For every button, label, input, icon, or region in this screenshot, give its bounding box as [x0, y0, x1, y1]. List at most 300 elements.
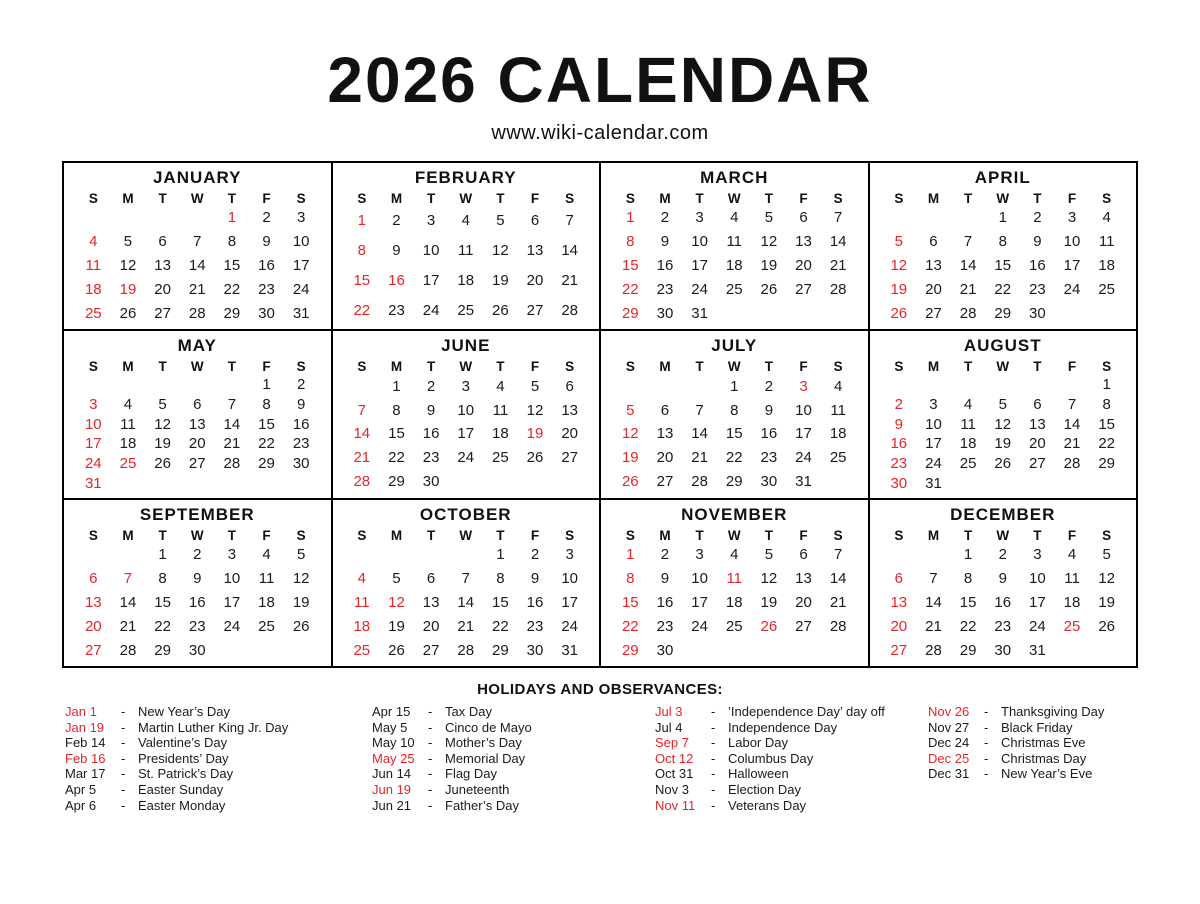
holiday-row	[65, 766, 372, 782]
month-days	[613, 543, 856, 662]
day-cell: 1	[998, 209, 1007, 227]
day-cell: 22	[994, 281, 1012, 298]
day-cell: 12	[526, 401, 544, 419]
week-row	[76, 376, 319, 393]
day-cell: 23	[656, 281, 674, 298]
holiday-row	[65, 798, 372, 814]
holiday-row	[372, 720, 655, 736]
day-cell: 25	[492, 449, 509, 467]
day-cell: 18	[119, 435, 137, 453]
weekday-label: F	[799, 527, 808, 543]
day-cell: 9	[193, 569, 202, 587]
day-cell: 26	[526, 449, 544, 467]
day-cell-empty	[717, 642, 752, 659]
day-cell: 26	[292, 617, 310, 635]
day-cell: 29	[154, 641, 171, 659]
day-cell: 27	[561, 449, 578, 467]
weekday-label: F	[799, 191, 808, 206]
weekday-label: T	[695, 191, 704, 206]
holiday-name: Labor Day	[728, 735, 788, 751]
day-cell-empty	[951, 376, 986, 393]
day-cell: 7	[833, 546, 843, 564]
day-cell: 11	[457, 242, 474, 260]
week-row	[76, 416, 319, 433]
holiday-date: Jun 14	[372, 766, 412, 782]
holiday-dash: -	[121, 766, 126, 782]
day-cell: 21	[959, 281, 977, 298]
day-cell: 11	[726, 569, 743, 587]
day-cell-empty	[284, 475, 319, 492]
weekday-label: T	[496, 359, 505, 375]
weekday-label: M	[927, 359, 940, 375]
day-cell: 24	[795, 449, 812, 467]
month-title: AUGUST	[963, 336, 1042, 356]
day-cell: 17	[457, 425, 475, 443]
holiday-name: Christmas Day	[1001, 750, 1087, 766]
week-row	[613, 594, 856, 611]
holiday-name: Election Day	[728, 781, 801, 797]
day-cell: 26	[1098, 617, 1115, 635]
weekday-label: T	[1033, 359, 1042, 375]
day-cell: 31	[691, 304, 708, 322]
month-days	[76, 206, 319, 325]
day-cell-empty	[613, 378, 648, 395]
weekday-header	[345, 359, 588, 374]
holiday-column	[928, 704, 1104, 813]
weekday-label: W	[727, 527, 741, 543]
day-cell: 13	[154, 257, 171, 275]
holiday-row	[928, 751, 1104, 767]
holiday-dash: -	[121, 797, 126, 813]
weekday-label: S	[296, 191, 306, 206]
day-cell: 13	[795, 569, 812, 587]
day-cell: 8	[357, 242, 366, 260]
holiday-row	[928, 720, 1104, 736]
day-cell: 3	[565, 546, 574, 564]
day-cell: 19	[119, 281, 137, 298]
weekday-label: S	[296, 359, 306, 375]
day-cell: 25	[84, 304, 102, 322]
day-cell-empty	[821, 305, 856, 322]
month-title: APRIL	[974, 168, 1031, 187]
holiday-date: Nov 3	[655, 781, 689, 797]
week-row	[882, 281, 1125, 298]
month-april	[870, 163, 1137, 329]
holiday-dash: -	[121, 781, 126, 797]
day-cell: 21	[1063, 435, 1081, 453]
day-cell-empty	[111, 546, 146, 563]
day-cell: 3	[296, 209, 306, 227]
weekday-label: S	[833, 359, 843, 375]
day-cell: 28	[561, 301, 578, 319]
holiday-row	[928, 766, 1104, 782]
day-cell: 11	[258, 569, 275, 587]
day-cell: 23	[526, 617, 544, 635]
day-cell: 11	[85, 257, 102, 275]
holiday-name: Father’s Day	[445, 797, 519, 813]
day-cell: 15	[223, 257, 241, 275]
weekday-label: T	[426, 359, 436, 375]
day-cell: 31	[1029, 641, 1046, 659]
day-cell-empty	[882, 376, 917, 393]
day-cell: 4	[730, 546, 739, 564]
weekday-label: F	[530, 527, 540, 543]
day-cell: 13	[188, 415, 206, 433]
day-cell: 1	[496, 546, 505, 564]
day-cell: 24	[1029, 617, 1046, 635]
weekday-label: S	[88, 527, 98, 543]
day-cell-empty	[1089, 305, 1124, 322]
day-cell: 12	[119, 257, 137, 275]
weekday-header	[882, 528, 1125, 543]
day-cell: 20	[925, 281, 942, 298]
holidays-heading: HOLIDAYS AND OBSERVANCES:	[477, 681, 723, 698]
weekday-label: M	[659, 359, 671, 375]
day-cell: 6	[89, 569, 98, 587]
day-cell: 11	[354, 593, 370, 611]
week-row	[76, 209, 319, 226]
day-cell: 3	[89, 395, 98, 413]
day-cell: 22	[353, 301, 371, 319]
holiday-date: Nov 11	[655, 797, 696, 813]
day-cell: 29	[1098, 455, 1115, 473]
day-cell: 13	[561, 401, 578, 419]
day-cell: 29	[388, 473, 405, 491]
day-cell: 28	[353, 473, 371, 491]
holiday-dash: -	[711, 735, 716, 751]
week-row	[345, 425, 588, 442]
day-cell: 25	[829, 449, 847, 467]
day-cell: 14	[353, 425, 371, 443]
day-cell: 16	[422, 425, 440, 443]
month-november	[601, 500, 868, 666]
holiday-date: Jan 19	[65, 719, 105, 735]
holiday-name: Cinco de Mayo	[445, 719, 532, 735]
day-cell-empty	[518, 473, 553, 490]
week-row	[613, 449, 856, 466]
day-cell: 1	[262, 375, 271, 393]
day-cell: 10	[223, 569, 241, 587]
day-cell: 20	[795, 257, 812, 275]
day-cell-empty	[985, 475, 1020, 492]
holiday-row	[65, 782, 372, 798]
weekday-label: S	[1102, 527, 1112, 543]
weekday-header	[345, 528, 588, 543]
weekday-label: M	[390, 191, 403, 206]
weekday-label: S	[625, 527, 635, 543]
day-cell-empty	[985, 376, 1020, 393]
day-cell-empty	[1055, 475, 1090, 492]
holiday-row	[65, 751, 372, 767]
month-december	[870, 500, 1137, 666]
holiday-row	[65, 720, 372, 736]
holiday-dash: -	[428, 719, 433, 735]
week-row	[613, 233, 856, 250]
weekday-label: W	[727, 191, 741, 206]
month-june	[333, 331, 600, 497]
weekday-label: M	[927, 191, 940, 206]
day-cell-empty	[951, 475, 986, 492]
week-row	[345, 449, 588, 466]
holiday-row	[65, 704, 372, 720]
week-row	[882, 570, 1125, 587]
weekday-label: T	[426, 527, 436, 543]
day-cell: 16	[526, 593, 544, 611]
weekday-header	[345, 191, 588, 206]
day-cell: 2	[392, 212, 401, 230]
day-cell: 24	[422, 301, 440, 319]
weekday-label: S	[357, 527, 367, 543]
day-cell-empty	[180, 209, 215, 226]
weekday-label: M	[390, 527, 403, 543]
day-cell: 7	[461, 569, 470, 587]
page-title: 2026 CALENDAR	[327, 44, 873, 116]
day-cell: 3	[695, 546, 704, 564]
day-cell: 16	[994, 593, 1012, 611]
day-cell: 30	[656, 641, 674, 659]
holiday-name: New Year’s Day	[138, 704, 231, 719]
day-cell: 19	[1098, 593, 1115, 611]
day-cell: 29	[994, 304, 1012, 322]
day-cell: 25	[959, 455, 977, 473]
day-cell: 5	[764, 209, 774, 227]
week-row	[613, 257, 856, 274]
day-cell: 9	[660, 233, 670, 251]
week-row	[882, 416, 1125, 433]
weekday-label: M	[927, 527, 940, 543]
week-row	[613, 642, 856, 659]
holiday-row	[928, 735, 1104, 751]
day-cell: 9	[426, 401, 436, 419]
month-september	[64, 500, 331, 666]
day-cell: 28	[959, 304, 977, 322]
holiday-dash: -	[711, 750, 716, 766]
holiday-date: Jun 21	[372, 797, 412, 813]
day-cell: 5	[158, 395, 167, 413]
day-cell: 17	[1063, 257, 1081, 275]
day-cell: 1	[730, 377, 739, 395]
day-cell: 26	[154, 455, 171, 473]
day-cell: 8	[496, 569, 505, 587]
week-row	[76, 618, 319, 635]
day-cell: 16	[388, 272, 405, 290]
month-days	[882, 374, 1125, 493]
day-cell: 11	[726, 233, 743, 251]
day-cell: 3	[929, 395, 938, 413]
day-cell: 16	[188, 593, 206, 611]
day-cell: 4	[1102, 209, 1111, 227]
day-cell: 5	[764, 546, 774, 564]
day-cell: 8	[730, 401, 739, 419]
day-cell: 12	[994, 415, 1012, 433]
day-cell: 24	[691, 281, 708, 298]
weekday-label: T	[764, 359, 773, 375]
day-cell: 31	[561, 641, 578, 659]
weekday-label: T	[158, 191, 167, 206]
day-cell: 7	[929, 569, 938, 587]
day-cell: 12	[388, 593, 405, 611]
weekday-header	[613, 191, 856, 206]
day-cell: 14	[457, 593, 475, 611]
weekday-label: T	[227, 359, 236, 375]
day-cell: 27	[795, 617, 812, 635]
day-cell-empty	[752, 305, 787, 322]
holiday-dash: -	[711, 704, 716, 719]
day-cell: 3	[695, 209, 704, 227]
holiday-name: New Year’s Eve	[1001, 766, 1093, 782]
day-cell: 14	[925, 593, 942, 611]
day-cell: 2	[660, 546, 670, 564]
holiday-row	[372, 782, 655, 798]
day-cell: 29	[492, 641, 509, 659]
week-row	[345, 212, 588, 229]
day-cell: 24	[1063, 281, 1081, 298]
day-cell: 5	[296, 546, 306, 564]
day-cell: 9	[764, 401, 774, 419]
holiday-dash: -	[428, 750, 433, 766]
weekday-label: T	[426, 191, 436, 206]
day-cell: 12	[492, 242, 509, 260]
holiday-date: Oct 31	[655, 766, 694, 782]
day-cell: 25	[457, 301, 475, 319]
week-row	[613, 546, 856, 563]
weekday-header	[76, 359, 319, 374]
day-cell: 5	[1102, 546, 1111, 564]
day-cell: 10	[691, 233, 708, 251]
day-cell: 2	[894, 395, 903, 413]
day-cell-empty	[448, 473, 483, 490]
day-cell: 2	[262, 209, 271, 227]
day-cell: 4	[461, 212, 470, 230]
day-cell: 23	[292, 435, 310, 453]
day-cell: 11	[1064, 569, 1080, 587]
day-cell: 6	[426, 569, 436, 587]
holiday-dash: -	[711, 719, 716, 735]
day-cell: 14	[691, 425, 708, 443]
day-cell: 17	[422, 272, 440, 290]
day-cell: 16	[656, 257, 674, 275]
month-august	[870, 331, 1137, 497]
day-cell-empty	[1055, 305, 1090, 322]
weekday-label: W	[190, 527, 204, 543]
holiday-row	[65, 735, 372, 751]
week-row	[882, 305, 1125, 322]
day-cell: 10	[84, 415, 102, 433]
day-cell: 2	[1033, 209, 1042, 227]
day-cell: 27	[526, 301, 544, 319]
day-cell-empty	[284, 642, 319, 659]
day-cell: 21	[223, 435, 241, 453]
week-row	[345, 642, 588, 659]
day-cell: 17	[691, 593, 708, 611]
holiday-name: Presidents’ Day	[138, 750, 229, 766]
weekday-label: M	[122, 527, 134, 543]
weekday-label: T	[1033, 191, 1042, 206]
weekday-label: T	[227, 191, 236, 206]
week-row	[345, 402, 588, 419]
weekday-label: T	[764, 527, 773, 543]
day-cell: 30	[656, 304, 674, 322]
holiday-date: Sep 7	[655, 735, 689, 751]
day-cell: 23	[994, 617, 1012, 635]
day-cell: 14	[188, 257, 206, 275]
day-cell: 24	[84, 455, 102, 473]
week-row	[76, 642, 319, 659]
day-cell: 11	[960, 415, 976, 433]
day-cell: 22	[1098, 435, 1115, 453]
weekday-label: F	[799, 359, 808, 375]
day-cell: 25	[1063, 617, 1081, 635]
month-title: OCTOBER	[419, 504, 512, 524]
day-cell-empty	[180, 475, 215, 492]
month-title: MAY	[177, 336, 217, 356]
day-cell: 6	[1033, 395, 1042, 413]
holiday-name: Easter Sunday	[138, 781, 224, 797]
holiday-date: Dec 25	[928, 750, 970, 766]
month-march	[601, 163, 868, 329]
week-row	[882, 455, 1125, 472]
day-cell: 28	[1063, 455, 1081, 473]
day-cell: 30	[994, 641, 1012, 659]
day-cell-empty	[483, 473, 518, 490]
day-cell: 27	[1029, 455, 1046, 473]
weekday-label: F	[262, 191, 271, 206]
holiday-name: Halloween	[728, 766, 789, 782]
week-row	[882, 233, 1125, 250]
day-cell: 28	[925, 641, 942, 659]
day-cell: 2	[193, 546, 202, 564]
day-cell: 24	[292, 281, 310, 298]
day-cell: 3	[426, 212, 436, 230]
day-cell-empty	[1089, 642, 1124, 659]
week-row	[345, 618, 588, 635]
weekday-label: S	[88, 191, 98, 206]
day-cell: 7	[1067, 395, 1077, 413]
day-cell: 13	[925, 257, 942, 275]
holiday-row	[372, 751, 655, 767]
day-cell-empty	[345, 378, 380, 395]
day-cell: 20	[188, 435, 206, 453]
day-cell: 28	[119, 641, 137, 659]
day-cell: 15	[492, 593, 509, 611]
day-cell: 30	[526, 641, 544, 659]
day-cell: 9	[660, 569, 670, 587]
holiday-name: Valentine’s Day	[138, 735, 228, 751]
day-cell: 8	[626, 233, 635, 251]
week-row	[76, 594, 319, 611]
weekday-label: S	[1102, 359, 1112, 375]
day-cell: 10	[457, 401, 475, 419]
day-cell: 20	[154, 281, 171, 298]
month-title: JULY	[711, 336, 758, 356]
day-cell-empty	[180, 376, 215, 393]
day-cell: 15	[388, 425, 405, 443]
day-cell: 15	[258, 415, 275, 433]
holiday-name: Independence Day	[728, 719, 838, 735]
day-cell: 29	[258, 455, 275, 473]
holiday-row	[372, 735, 655, 751]
day-cell: 23	[258, 281, 275, 298]
day-cell-empty	[882, 209, 917, 226]
day-cell: 7	[357, 401, 366, 419]
day-cell: 19	[492, 272, 509, 290]
week-row	[345, 594, 588, 611]
weekday-header	[613, 528, 856, 543]
day-cell: 3	[1033, 546, 1042, 564]
day-cell: 5	[894, 233, 903, 251]
day-cell: 19	[621, 449, 639, 467]
day-cell: 5	[392, 569, 401, 587]
